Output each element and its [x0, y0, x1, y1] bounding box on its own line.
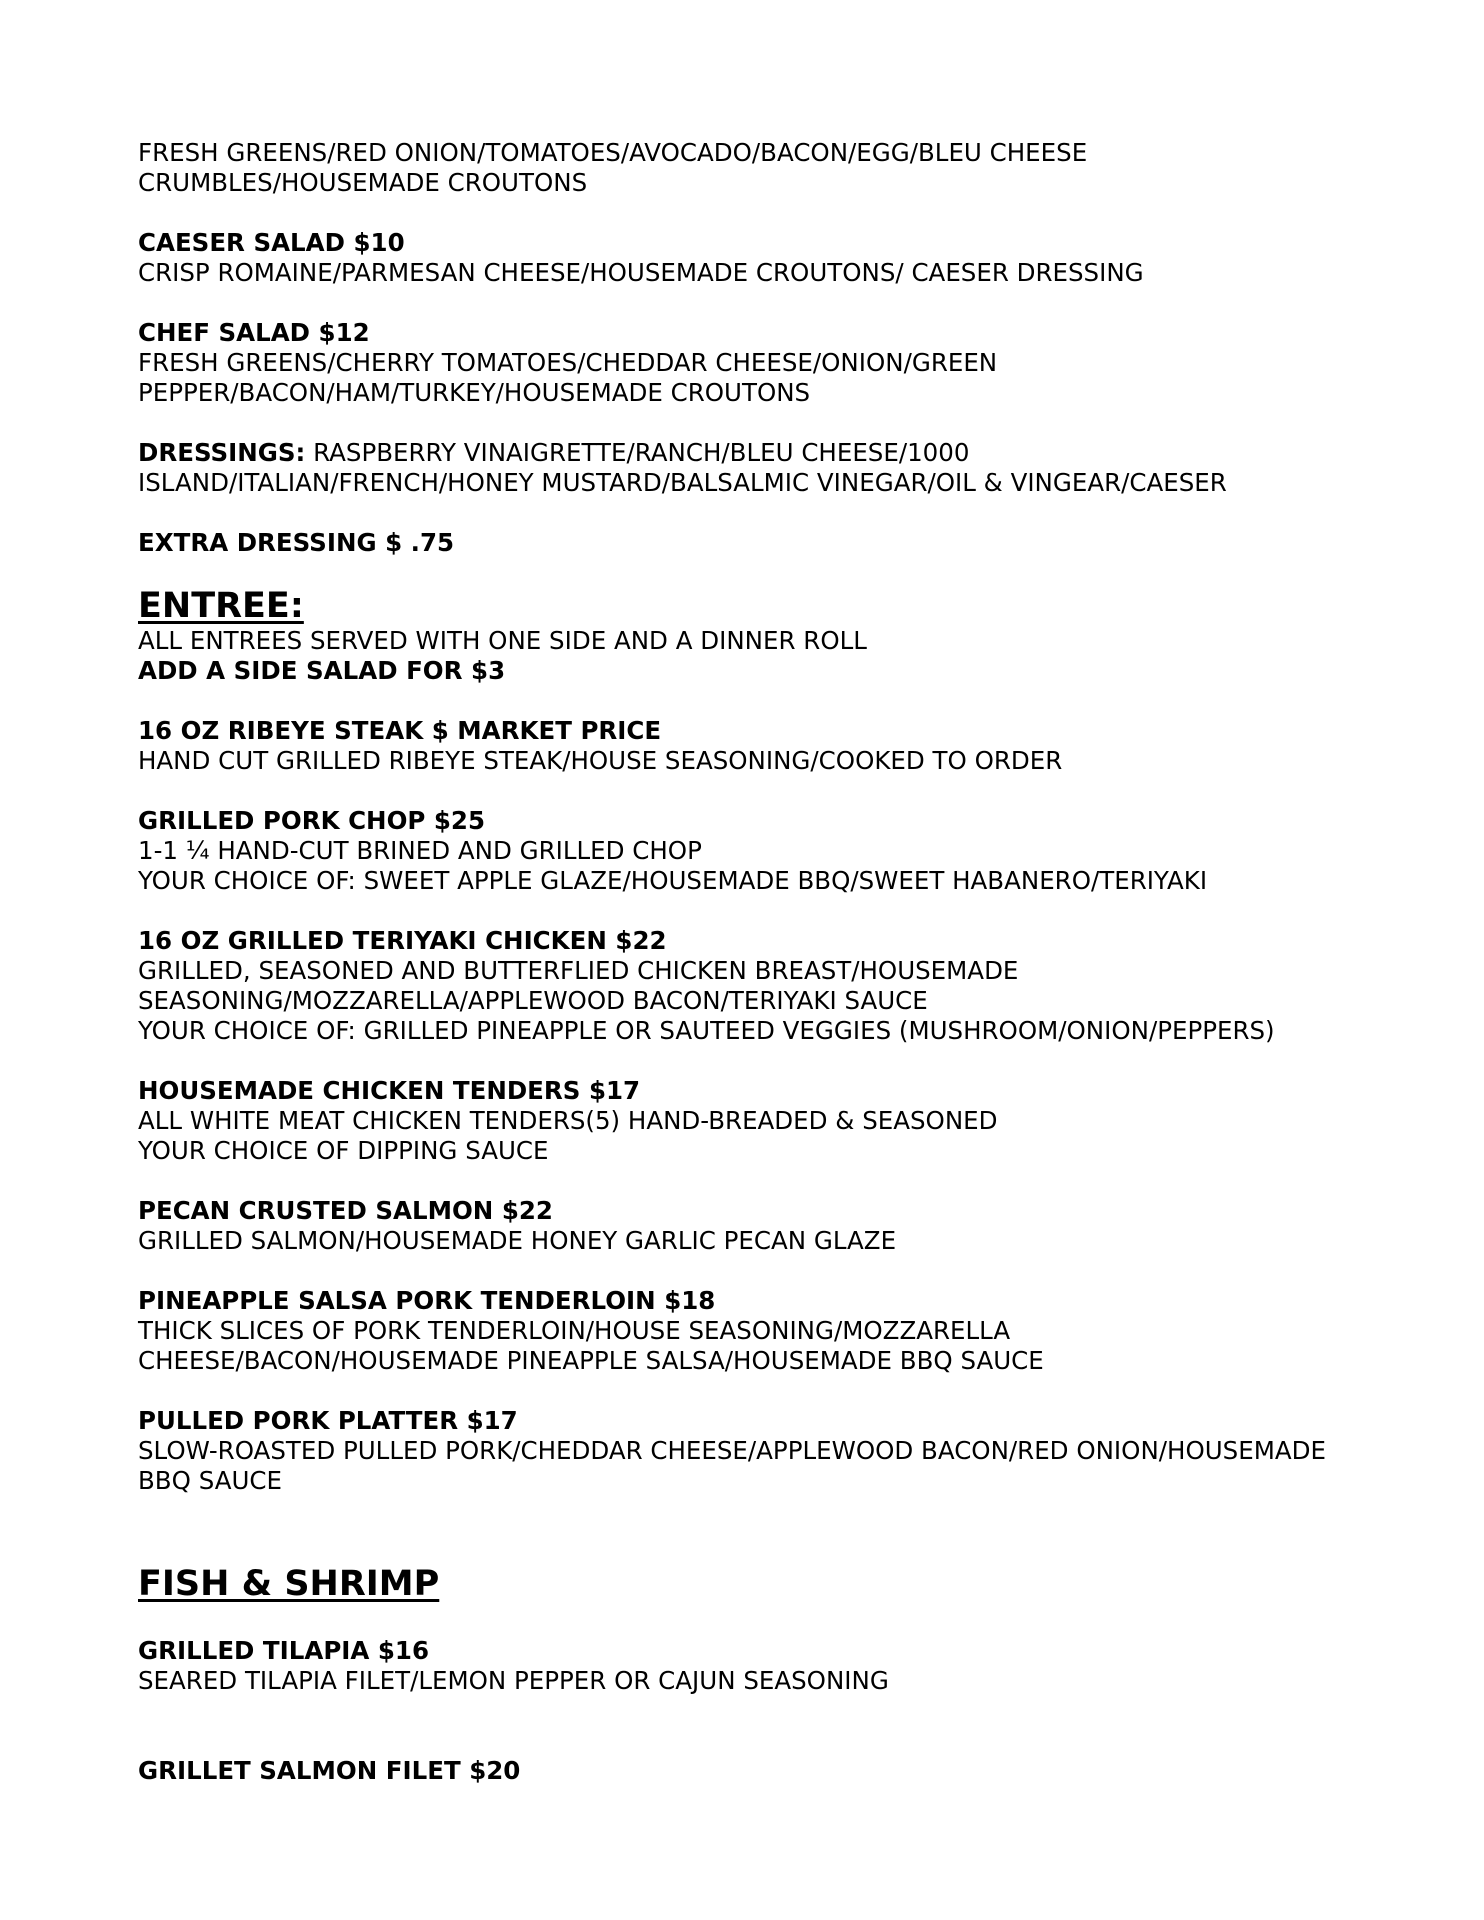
section-heading-entree: ENTREE:	[138, 586, 304, 626]
menu-item-desc: GRILLED, SEASONED AND BUTTERFLIED CHICKEN BREAST/HOUSEMADE	[138, 956, 1019, 985]
menu-item-desc: YOUR CHOICE OF DIPPING SAUCE	[138, 1136, 549, 1165]
salad-desc-line: FRESH GREENS/RED ONION/TOMATOES/AVOCADO/BACON/EGG/BLEU CHEESE	[138, 138, 1088, 167]
menu-item-title: GRILLED PORK CHOP $25	[138, 806, 486, 835]
menu-item-title: PINEAPPLE SALSA PORK TENDERLOIN $18	[138, 1286, 716, 1315]
menu-item-desc: SLOW-ROASTED PULLED PORK/CHEDDAR CHEESE/APPLEWOOD BACON/RED ONION/HOUSEMADE	[138, 1436, 1326, 1465]
entree-items	[138, 716, 1368, 1496]
menu-item-desc: FRESH GREENS/CHERRY TOMATOES/CHEDDAR CHEESE/ONION/GREEN	[138, 348, 998, 377]
menu-item-title: CHEF SALAD $12	[138, 318, 370, 347]
menu-item-desc: GRILLED SALMON/HOUSEMADE HONEY GARLIC PECAN GLAZE	[138, 1226, 897, 1255]
menu-item-desc: CHEESE/BACON/HOUSEMADE PINEAPPLE SALSA/HOUSEMADE BBQ SAUCE	[138, 1346, 1044, 1375]
menu-item-title: HOUSEMADE CHICKEN TENDERS $17	[138, 1076, 641, 1105]
entree-note-bold: ADD A SIDE SALAD FOR $3	[138, 656, 506, 685]
menu-item-title: GRILLET SALMON FILET $20	[138, 1756, 521, 1785]
entree-note: ALL ENTREES SERVED WITH ONE SIDE AND A DINNER ROLL	[138, 626, 867, 655]
menu-item-title: 16 OZ RIBEYE STEAK $ MARKET PRICE	[138, 716, 662, 745]
menu-item-title: 16 OZ GRILLED TERIYAKI CHICKEN $22	[138, 926, 667, 955]
dressings-list-cont: ISLAND/ITALIAN/FRENCH/HONEY MUSTARD/BALSALMIC VINEGAR/OIL & VINGEAR/CAESER	[138, 468, 1227, 497]
menu-item-title: PULLED PORK PLATTER $17	[138, 1406, 518, 1435]
menu-item-desc: YOUR CHOICE OF: SWEET APPLE GLAZE/HOUSEMADE BBQ/SWEET HABANERO/TERIYAKI	[138, 866, 1208, 895]
menu-item-desc: SEASONING/MOZZARELLA/APPLEWOOD BACON/TERIYAKI SAUCE	[138, 986, 928, 1015]
menu-item-desc: YOUR CHOICE OF: GRILLED PINEAPPLE OR SAUTEED VEGGIES (MUSHROOM/ONION/PEPPERS)	[138, 1016, 1275, 1045]
extra-dressing-price: EXTRA DRESSING $ .75	[138, 528, 455, 557]
menu-item-desc: THICK SLICES OF PORK TENDERLOIN/HOUSE SEASONING/MOZZARELLA	[138, 1316, 1011, 1345]
menu-item-desc: BBQ SAUCE	[138, 1466, 282, 1495]
salad-desc-line: CRUMBLES/HOUSEMADE CROUTONS	[138, 168, 588, 197]
menu-item-desc: SEARED TILAPIA FILET/LEMON PEPPER OR CAJUN SEASONING	[138, 1666, 889, 1695]
menu-item-title: PECAN CRUSTED SALMON $22	[138, 1196, 553, 1225]
dressings-label: DRESSINGS:	[138, 438, 306, 467]
dressings-list: RASPBERRY VINAIGRETTE/RANCH/BLEU CHEESE/1000	[305, 438, 970, 467]
menu-item-title: CAESER SALAD $10	[138, 228, 405, 257]
menu-item-desc: ALL WHITE MEAT CHICKEN TENDERS(5) HAND-BREADED & SEASONED	[138, 1106, 998, 1135]
fish-items	[138, 1636, 1368, 1786]
section-heading-fish: FISH & SHRIMP	[138, 1564, 440, 1604]
menu-item-title: GRILLED TILAPIA $16	[138, 1636, 430, 1665]
menu-item-desc: HAND CUT GRILLED RIBEYE STEAK/HOUSE SEASONING/COOKED TO ORDER	[138, 746, 1063, 775]
menu-item-desc: 1-1 ¼ HAND-CUT BRINED AND GRILLED CHOP	[138, 836, 702, 865]
dressings-line	[138, 438, 1368, 468]
menu-page	[138, 138, 1368, 1786]
menu-item-desc: CRISP ROMAINE/PARMESAN CHEESE/HOUSEMADE CROUTONS/ CAESER DRESSING	[138, 258, 1144, 287]
menu-item-desc: PEPPER/BACON/HAM/TURKEY/HOUSEMADE CROUTONS	[138, 378, 811, 407]
